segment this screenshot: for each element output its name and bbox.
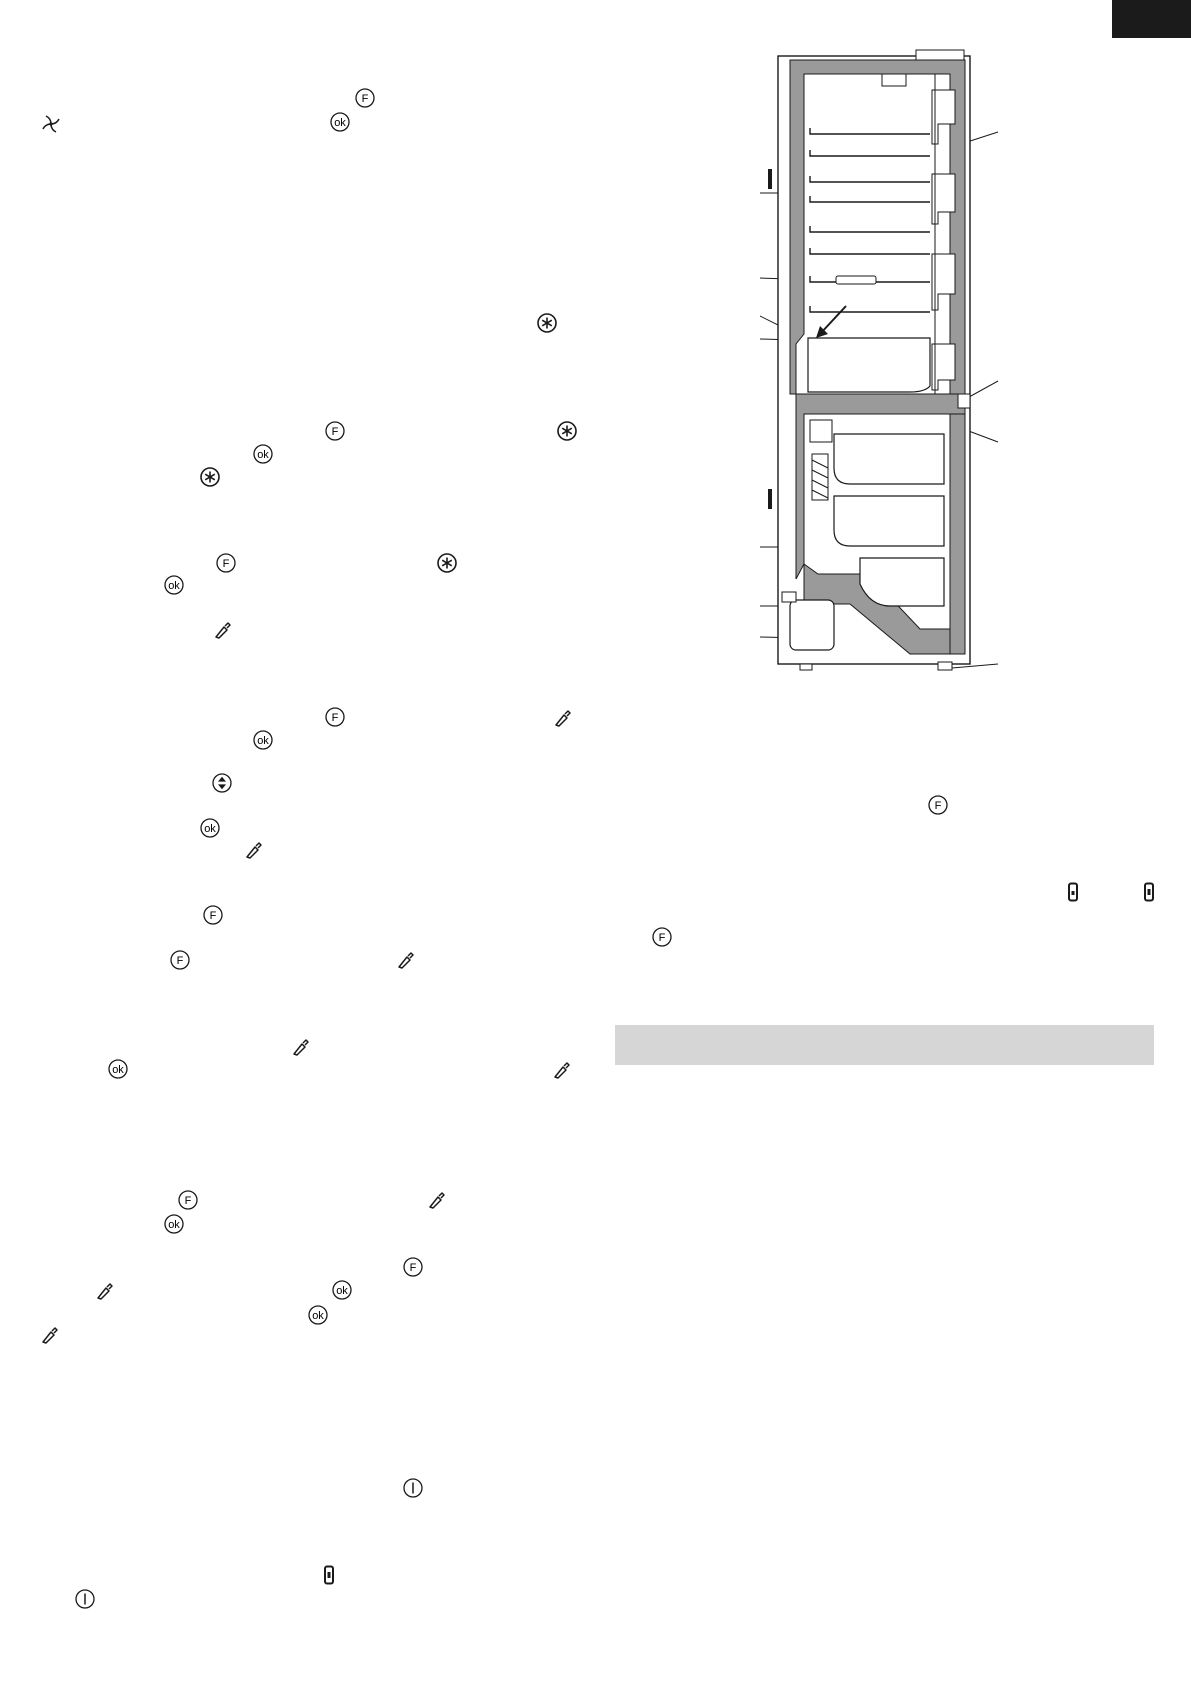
bottle-timer-icon [427,1189,447,1209]
on-off-button-icon [75,1589,95,1609]
svg-text:ok: ok [204,823,216,835]
ok-button-icon [253,730,273,750]
function-button-icon [652,927,672,947]
superfrost-icon [437,553,457,573]
ok-button-icon [200,818,220,838]
svg-text:F: F [658,932,666,944]
door-open-icon [1063,882,1077,902]
function-button-icon [178,1190,198,1210]
function-button-icon [216,553,236,573]
ok-button-icon [164,575,184,595]
bottle-timer-icon [553,707,573,727]
svg-text:ok: ok [336,1285,348,1297]
bottle-timer-icon [291,1036,311,1056]
function-button-icon [928,795,948,815]
svg-text:F: F [409,1262,417,1274]
section-heading-bar [615,1025,1154,1065]
svg-text:F: F [209,910,217,922]
svg-text:F: F [331,712,339,724]
svg-text:F: F [176,955,184,967]
appliance-diagram [760,44,1010,684]
svg-text:F: F [934,800,942,812]
door-icon [319,1565,333,1585]
svg-text:ok: ok [168,1219,180,1231]
svg-text:F: F [222,558,230,570]
bottle-timer-icon [40,1324,60,1344]
svg-text:ok: ok [257,449,269,461]
function-button-icon [355,88,375,108]
ok-button-icon [330,112,350,132]
bottle-timer-icon [213,619,233,639]
svg-text:F: F [361,93,369,105]
svg-text:ok: ok [168,580,180,592]
bottle-timer-icon [552,1059,572,1079]
supercool-fan-icon [40,113,62,135]
superfrost-icon [537,313,557,333]
superfrost-icon [557,421,577,441]
ok-button-icon [108,1059,128,1079]
bottle-timer-icon [396,949,416,969]
up-down-arrows-icon [212,773,232,793]
ok-button-icon [164,1214,184,1234]
function-button-icon [325,707,345,727]
svg-text:ok: ok [312,1310,324,1322]
function-button-icon [203,905,223,925]
bottle-timer-icon [244,839,264,859]
on-off-button-icon [403,1478,423,1498]
door-icon [1139,882,1153,902]
svg-text:F: F [331,426,339,438]
ok-button-icon [253,444,273,464]
function-button-icon [325,421,345,441]
ok-button-icon [332,1280,352,1300]
svg-text:ok: ok [112,1064,124,1076]
function-button-icon [170,950,190,970]
svg-text:ok: ok [257,735,269,747]
svg-text:ok: ok [334,117,346,129]
superfrost-icon [200,467,220,487]
svg-text:F: F [184,1195,192,1207]
bottle-timer-icon [95,1280,115,1300]
function-button-icon [403,1257,423,1277]
ok-button-icon [308,1305,328,1325]
language-tab [1112,0,1191,38]
